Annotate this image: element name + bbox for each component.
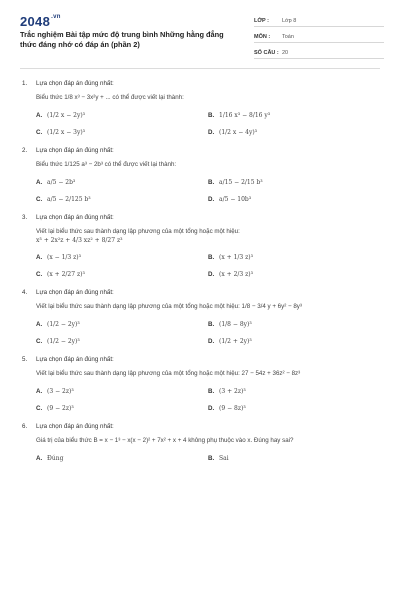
answer-options [36,321,382,345]
answer-option[interactable] [36,112,208,119]
answer-option[interactable] [36,254,208,261]
meta-row [254,30,384,43]
question-1 [22,80,382,136]
question-3 [22,214,382,278]
question-prompt: Lựa chọn đáp án đúng nhất: [36,147,114,154]
question-number: 6. [22,423,28,430]
header [0,0,400,62]
option-letter: B. [208,112,215,119]
header-divider [20,68,380,69]
question-body: Viết lại biểu thức sau thành dạng lập phương của một tổng hoặc một hiệu: [36,228,240,235]
option-text: (x + 2/27 z)³ [47,271,85,278]
answer-option[interactable] [36,405,208,412]
option-text: (1/2 − 2y)³ [47,321,80,328]
answer-option[interactable] [208,321,380,328]
question-number: 4. [22,289,28,296]
logo-suffix: .vn [51,14,61,20]
option-letter: D. [208,338,215,345]
option-letter: A. [36,321,43,328]
answer-option[interactable] [36,321,208,328]
answer-option[interactable] [208,129,380,136]
answer-option[interactable] [36,338,208,345]
meta-label: MÔN : [254,34,271,40]
option-letter: D. [208,271,215,278]
option-letter: A. [36,388,43,395]
question-header [22,356,382,363]
answer-option[interactable] [208,179,380,186]
question-number: 2. [22,147,28,154]
option-text: Đúng [47,455,64,462]
option-text: (1/8 − 8y)³ [219,321,252,328]
option-text: (3 − 2z)³ [47,388,74,395]
option-letter: C. [36,271,43,278]
meta-row [254,46,384,59]
option-letter: A. [36,455,43,462]
option-text: (1/2 x − 3y)³ [47,129,86,136]
question-5 [22,356,382,412]
answer-options [36,254,382,278]
option-text: (3 + 2z)³ [219,388,246,395]
answer-option[interactable] [36,129,208,136]
meta-value: Toán [282,34,294,40]
answer-option[interactable] [208,196,380,203]
option-letter: B. [208,388,215,395]
option-text: a/5 − 10b³ [219,196,252,203]
question-body: Viết lại biểu thức sau thành dạng lập phương của một tổng hoặc một hiệu: 1/8 − 3/4 y + 6y² − 8y³ [36,303,302,310]
meta-label: LỚP : [254,18,269,24]
answer-option[interactable] [208,455,380,462]
option-text: (x + 2/3 z)³ [219,271,254,278]
answer-option[interactable] [36,271,208,278]
question-header [22,423,382,430]
question-prompt: Lựa chọn đáp án đúng nhất: [36,80,114,87]
option-text: a/5 − 2/125 b³ [47,196,91,203]
option-letter: A. [36,112,43,119]
option-letter: A. [36,254,43,261]
answer-option[interactable] [208,338,380,345]
question-expression: x³ + 2x²z + 4/3 xz² + 8/27 z³ [36,237,123,244]
option-text: (x − 1/3 z)³ [47,254,82,261]
meta-row [254,14,384,27]
site-logo[interactable] [20,14,61,29]
meta-label: SỐ CÂU : [254,50,279,56]
option-text: (1/2 x − 4y)³ [219,129,258,136]
option-text: 1/16 x³ − 8/16 y³ [219,112,271,119]
answer-option[interactable] [36,196,208,203]
question-header [22,214,382,221]
option-letter: D. [208,196,215,203]
answer-option[interactable] [36,388,208,395]
option-letter: C. [36,405,43,412]
option-text: Sai [219,455,229,462]
option-letter: B. [208,455,215,462]
question-number: 3. [22,214,28,221]
option-letter: D. [208,129,215,136]
option-text: a/15 − 2/15 b³ [219,179,263,186]
option-text: (9 − 2z)³ [47,405,74,412]
option-letter: B. [208,179,215,186]
option-text: (x + 1/3 z)³ [219,254,254,261]
question-header [22,80,382,87]
question-body: Biểu thức 1/125 a³ − 2b³ có thể được viết lại thành: [36,161,177,168]
answer-option[interactable] [208,112,380,119]
answer-option[interactable] [36,179,208,186]
answer-options [36,112,382,136]
question-number: 5. [22,356,28,363]
option-text: (1/2 x − 2y)³ [47,112,86,119]
question-2 [22,147,382,203]
question-prompt: Lựa chọn đáp án đúng nhất: [36,214,114,221]
question-prompt: Lựa chọn đáp án đúng nhất: [36,289,114,296]
answer-option[interactable] [208,271,380,278]
question-body: Biểu thức 1/8 x³ − 3x²y + ... có thể được viết lại thành: [36,94,184,101]
answer-option[interactable] [208,254,380,261]
meta-value: 20 [282,50,289,56]
question-6 [22,423,382,462]
option-letter: D. [208,405,215,412]
answer-options [36,388,382,412]
answer-option[interactable] [208,405,380,412]
option-letter: C. [36,338,43,345]
question-header [22,289,382,296]
option-text: (1/2 − 2y)³ [47,338,80,345]
logo-text: 2048 [20,14,51,29]
answer-option[interactable] [36,455,208,462]
option-letter: B. [208,254,215,261]
option-text: a/5 − 2b³ [47,179,76,186]
option-text: (9 − 8z)³ [219,405,246,412]
question-4 [22,289,382,345]
question-prompt: Lựa chọn đáp án đúng nhất: [36,356,114,363]
option-letter: A. [36,179,43,186]
question-header [22,147,382,154]
meta-table [254,14,384,62]
option-letter: B. [208,321,215,328]
question-list [22,80,382,473]
question-prompt: Lựa chọn đáp án đúng nhất: [36,423,114,430]
option-letter: C. [36,129,43,136]
option-letter: C. [36,196,43,203]
answer-options [36,455,382,462]
question-body: Viết lại biểu thức sau thành dạng lập phương của một tổng hoặc một hiệu: 27 − 54z + 36z² − 8z³ [36,370,301,377]
page-title: Trắc nghiệm Bài tập mức độ trung bình Những hằng đẳng thức đáng nhớ có đáp án (phần 2) [20,30,224,49]
question-body: Giá trị của biểu thức B = x − 1³ − x(x − 2)² + 7x² + x + 4 không phụ thuộc vào x. Đúng hay sai? [36,437,294,444]
answer-option[interactable] [208,388,380,395]
answer-options [36,179,382,203]
meta-value: Lớp 8 [282,18,297,24]
question-number: 1. [22,80,28,87]
option-text: (1/2 + 2y)³ [219,338,252,345]
